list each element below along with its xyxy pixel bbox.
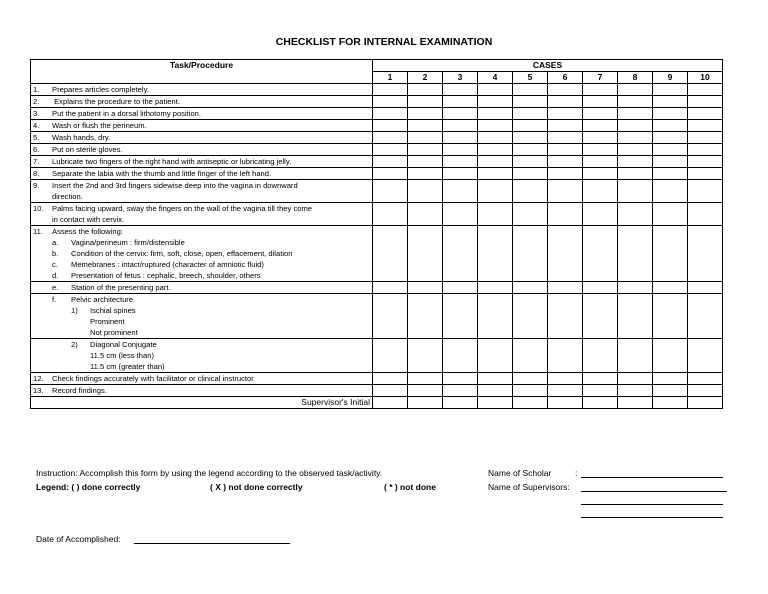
sub-text: Station of the presenting part. bbox=[71, 283, 171, 292]
case-cell[interactable] bbox=[513, 397, 548, 409]
case-cell[interactable] bbox=[548, 294, 583, 339]
table-row bbox=[31, 96, 723, 108]
case-cell[interactable] bbox=[688, 282, 723, 294]
case-cell[interactable] bbox=[688, 156, 723, 168]
case-cell[interactable] bbox=[688, 144, 723, 156]
case-number: 1 bbox=[373, 72, 408, 84]
case-cell[interactable] bbox=[513, 132, 548, 144]
supervisors-name-field-3[interactable] bbox=[581, 508, 723, 518]
case-cell[interactable] bbox=[478, 132, 513, 144]
task-cell bbox=[31, 282, 373, 294]
case-cell[interactable] bbox=[443, 132, 478, 144]
case-number: 7 bbox=[583, 72, 618, 84]
case-cell[interactable] bbox=[583, 132, 618, 144]
case-cell[interactable] bbox=[688, 373, 723, 385]
case-cell[interactable] bbox=[478, 84, 513, 96]
case-cell[interactable] bbox=[408, 373, 443, 385]
case-cell[interactable] bbox=[408, 339, 443, 373]
case-cell[interactable] bbox=[618, 339, 653, 373]
legend-done: Legend: ( ) done correctly bbox=[36, 482, 141, 492]
case-cell[interactable] bbox=[478, 339, 513, 373]
scholar-name-label: Name of Scholar bbox=[488, 468, 552, 478]
task-number: 4. bbox=[33, 121, 40, 130]
case-cell[interactable] bbox=[513, 282, 548, 294]
case-cell[interactable] bbox=[373, 397, 408, 409]
case-cell[interactable] bbox=[478, 96, 513, 108]
table-row bbox=[31, 226, 723, 282]
task-number: 6. bbox=[33, 145, 40, 154]
case-cell[interactable] bbox=[408, 144, 443, 156]
case-cell[interactable] bbox=[618, 120, 653, 132]
task-text: Wash or flush the perineum. bbox=[52, 121, 147, 130]
case-cell[interactable] bbox=[443, 168, 478, 180]
case-cell[interactable] bbox=[373, 120, 408, 132]
case-cell[interactable] bbox=[583, 180, 618, 203]
task-cell bbox=[31, 203, 373, 226]
case-cell[interactable] bbox=[478, 373, 513, 385]
case-cell[interactable] bbox=[478, 282, 513, 294]
case-cell[interactable] bbox=[653, 84, 688, 96]
task-cell bbox=[31, 120, 373, 132]
case-number: 10 bbox=[688, 72, 723, 84]
table-row bbox=[31, 156, 723, 168]
case-cell[interactable] bbox=[688, 96, 723, 108]
table-row bbox=[31, 132, 723, 144]
table-row bbox=[31, 373, 723, 385]
case-cell[interactable] bbox=[548, 120, 583, 132]
case-cell[interactable] bbox=[478, 156, 513, 168]
case-cell[interactable] bbox=[548, 385, 583, 397]
table-row bbox=[31, 282, 723, 294]
task-text: Put the patient in a dorsal lithotomy position. bbox=[52, 109, 202, 118]
case-number: 2 bbox=[408, 72, 443, 84]
case-cell[interactable] bbox=[408, 397, 443, 409]
case-cell[interactable] bbox=[513, 226, 548, 282]
case-cell[interactable] bbox=[653, 168, 688, 180]
case-cell[interactable] bbox=[618, 385, 653, 397]
case-cell[interactable] bbox=[548, 226, 583, 282]
sub-letter: c. bbox=[52, 260, 58, 269]
checklist-body bbox=[31, 84, 723, 409]
task-cell bbox=[31, 96, 373, 108]
case-cell[interactable] bbox=[618, 132, 653, 144]
case-cell[interactable] bbox=[478, 168, 513, 180]
case-cell[interactable] bbox=[373, 294, 408, 339]
task-cell bbox=[31, 108, 373, 120]
case-cell[interactable] bbox=[513, 203, 548, 226]
case-cell[interactable] bbox=[513, 84, 548, 96]
sub-number: 1) bbox=[71, 306, 78, 315]
sub-letter: f. bbox=[52, 295, 57, 304]
case-cell[interactable] bbox=[443, 339, 478, 373]
case-number: 9 bbox=[653, 72, 688, 84]
case-cell[interactable] bbox=[513, 168, 548, 180]
table-row bbox=[31, 144, 723, 156]
case-cell[interactable] bbox=[513, 156, 548, 168]
case-cell[interactable] bbox=[548, 180, 583, 203]
case-cell[interactable] bbox=[653, 294, 688, 339]
case-cell[interactable] bbox=[373, 84, 408, 96]
case-cell[interactable] bbox=[478, 144, 513, 156]
case-cell[interactable] bbox=[548, 168, 583, 180]
option-text: 11.5 cm (less than) bbox=[90, 351, 155, 360]
table-row bbox=[31, 108, 723, 120]
table-row bbox=[31, 120, 723, 132]
task-number: 7. bbox=[33, 157, 40, 166]
task-text: Separate the labia with the thumb and little finger of the left hand. bbox=[52, 169, 272, 178]
case-cell[interactable] bbox=[583, 203, 618, 226]
case-cell[interactable] bbox=[373, 203, 408, 226]
case-cell[interactable] bbox=[688, 84, 723, 96]
table-row bbox=[31, 84, 723, 96]
case-cell[interactable] bbox=[618, 108, 653, 120]
case-cell[interactable] bbox=[478, 385, 513, 397]
cases-header: CASES bbox=[373, 60, 723, 72]
date-accomplished-label: Date of Accomplished: bbox=[36, 534, 121, 544]
case-cell[interactable] bbox=[513, 385, 548, 397]
task-cell bbox=[31, 226, 373, 282]
case-cell[interactable] bbox=[513, 108, 548, 120]
case-cell[interactable] bbox=[373, 96, 408, 108]
supervisors-name-field-1[interactable] bbox=[581, 482, 727, 492]
case-cell[interactable] bbox=[688, 120, 723, 132]
case-cell[interactable] bbox=[373, 156, 408, 168]
task-cell bbox=[31, 84, 373, 96]
case-cell[interactable] bbox=[373, 373, 408, 385]
case-cell[interactable] bbox=[548, 84, 583, 96]
task-number: 9. bbox=[33, 181, 40, 190]
sub-letter: a. bbox=[52, 238, 59, 247]
date-accomplished-field[interactable] bbox=[134, 534, 290, 544]
case-cell[interactable] bbox=[373, 180, 408, 203]
task-cell bbox=[31, 385, 373, 397]
case-cell[interactable] bbox=[478, 397, 513, 409]
case-cell[interactable] bbox=[618, 373, 653, 385]
case-cell[interactable] bbox=[408, 96, 443, 108]
case-cell[interactable] bbox=[408, 108, 443, 120]
task-header: Task/Procedure bbox=[31, 60, 373, 84]
case-cell[interactable] bbox=[548, 339, 583, 373]
case-cell[interactable] bbox=[408, 203, 443, 226]
case-cell[interactable] bbox=[408, 282, 443, 294]
case-cell[interactable] bbox=[653, 120, 688, 132]
case-cell[interactable] bbox=[478, 108, 513, 120]
sub-text: Condition of the cervix: firm, soft, close, open, effacement, dilation bbox=[71, 249, 293, 258]
task-number: 13. bbox=[33, 386, 44, 395]
task-cell bbox=[31, 144, 373, 156]
case-cell[interactable] bbox=[653, 339, 688, 373]
case-cell[interactable] bbox=[688, 180, 723, 203]
task-number: 11. bbox=[33, 227, 43, 236]
case-cell[interactable] bbox=[583, 339, 618, 373]
case-cell[interactable] bbox=[443, 385, 478, 397]
case-cell[interactable] bbox=[583, 144, 618, 156]
case-cell[interactable] bbox=[443, 294, 478, 339]
table-row bbox=[31, 203, 723, 226]
case-cell[interactable] bbox=[478, 226, 513, 282]
task-text: direction. bbox=[52, 192, 83, 201]
scholar-name-colon: : bbox=[575, 468, 578, 478]
case-cell[interactable] bbox=[618, 282, 653, 294]
case-cell[interactable] bbox=[618, 180, 653, 203]
instruction-text: Instruction: Accomplish this form by using the legend according to the observed task/activity. bbox=[36, 468, 383, 478]
case-cell[interactable] bbox=[583, 108, 618, 120]
task-cell bbox=[31, 156, 373, 168]
case-cell[interactable] bbox=[548, 108, 583, 120]
sub-text: Diagonal Conjugate bbox=[90, 340, 157, 349]
case-cell[interactable] bbox=[688, 385, 723, 397]
task-cell bbox=[31, 180, 373, 203]
case-cell[interactable] bbox=[443, 282, 478, 294]
case-cell[interactable] bbox=[443, 397, 478, 409]
case-cell[interactable] bbox=[443, 226, 478, 282]
case-cell[interactable] bbox=[373, 144, 408, 156]
case-cell[interactable] bbox=[653, 226, 688, 282]
case-cell[interactable] bbox=[618, 144, 653, 156]
task-number: 10. bbox=[33, 204, 44, 213]
case-cell[interactable] bbox=[583, 282, 618, 294]
option-text: Prominent bbox=[90, 317, 125, 326]
case-number: 4 bbox=[478, 72, 513, 84]
task-text: Put on sterile gloves. bbox=[52, 145, 123, 154]
option-text: 11.5 cm (greater than) bbox=[90, 362, 165, 371]
task-number: 2. bbox=[33, 97, 40, 106]
case-cell[interactable] bbox=[408, 120, 443, 132]
case-cell[interactable] bbox=[408, 168, 443, 180]
sub-letter: b. bbox=[52, 249, 59, 258]
case-cell[interactable] bbox=[373, 282, 408, 294]
case-cell[interactable] bbox=[548, 373, 583, 385]
case-cell[interactable] bbox=[373, 108, 408, 120]
task-text: Record findings. bbox=[52, 386, 107, 395]
case-cell[interactable] bbox=[443, 108, 478, 120]
case-cell[interactable] bbox=[513, 144, 548, 156]
case-cell[interactable] bbox=[548, 132, 583, 144]
option-text: Not prominent bbox=[90, 328, 138, 337]
task-text: Prepares articles completely. bbox=[52, 85, 149, 94]
case-cell[interactable] bbox=[688, 168, 723, 180]
case-cell[interactable] bbox=[583, 385, 618, 397]
sub-letter: e. bbox=[52, 283, 59, 292]
case-cell[interactable] bbox=[513, 96, 548, 108]
task-cell bbox=[31, 373, 373, 385]
case-cell[interactable] bbox=[583, 168, 618, 180]
sub-text: Pelvic architecture bbox=[71, 295, 134, 304]
case-cell[interactable] bbox=[688, 294, 723, 339]
task-cell bbox=[31, 339, 373, 373]
case-cell[interactable] bbox=[583, 226, 618, 282]
task-cell bbox=[31, 294, 373, 339]
task-text: Lubricate two fingers of the right hand with antiseptic or lubricating jelly. bbox=[52, 157, 292, 166]
case-cell[interactable] bbox=[583, 373, 618, 385]
sub-text: Ischial spines bbox=[90, 306, 136, 315]
task-number: 5. bbox=[33, 133, 40, 142]
case-cell[interactable] bbox=[618, 294, 653, 339]
supervisor-initial-label: Supervisor's Initial bbox=[31, 397, 373, 409]
case-cell[interactable] bbox=[443, 84, 478, 96]
case-cell[interactable] bbox=[618, 226, 653, 282]
case-cell[interactable] bbox=[618, 397, 653, 409]
case-cell[interactable] bbox=[653, 397, 688, 409]
case-cell[interactable] bbox=[688, 397, 723, 409]
case-cell[interactable] bbox=[548, 144, 583, 156]
task-cell bbox=[31, 132, 373, 144]
case-number: 6 bbox=[548, 72, 583, 84]
case-number: 3 bbox=[443, 72, 478, 84]
case-cell[interactable] bbox=[443, 156, 478, 168]
case-cell[interactable] bbox=[408, 132, 443, 144]
checklist-table bbox=[30, 59, 723, 409]
case-cell[interactable] bbox=[653, 108, 688, 120]
case-cell[interactable] bbox=[688, 132, 723, 144]
case-cell[interactable] bbox=[548, 282, 583, 294]
case-cell[interactable] bbox=[513, 373, 548, 385]
case-cell[interactable] bbox=[513, 294, 548, 339]
case-cell[interactable] bbox=[583, 96, 618, 108]
case-cell[interactable] bbox=[408, 226, 443, 282]
task-text: Check findings accurately with facilitator or clinical instructor bbox=[52, 374, 254, 383]
case-cell[interactable] bbox=[618, 168, 653, 180]
supervisors-name-field-2[interactable] bbox=[581, 495, 723, 505]
task-number: 8. bbox=[33, 169, 40, 178]
case-cell[interactable] bbox=[653, 282, 688, 294]
case-cell[interactable] bbox=[443, 203, 478, 226]
case-cell[interactable] bbox=[548, 156, 583, 168]
case-cell[interactable] bbox=[408, 294, 443, 339]
case-cell[interactable] bbox=[583, 156, 618, 168]
table-row bbox=[31, 180, 723, 203]
case-cell[interactable] bbox=[408, 385, 443, 397]
case-cell[interactable] bbox=[373, 226, 408, 282]
case-cell[interactable] bbox=[688, 226, 723, 282]
case-cell[interactable] bbox=[408, 180, 443, 203]
task-number: 12. bbox=[33, 374, 44, 383]
case-cell[interactable] bbox=[618, 84, 653, 96]
scholar-name-field[interactable] bbox=[581, 468, 723, 478]
case-cell[interactable] bbox=[618, 203, 653, 226]
case-cell[interactable] bbox=[373, 385, 408, 397]
case-cell[interactable] bbox=[583, 120, 618, 132]
task-text: Wash hands, dry. bbox=[52, 133, 111, 142]
task-number: 3. bbox=[33, 109, 40, 118]
table-row bbox=[31, 339, 723, 373]
table-row bbox=[31, 168, 723, 180]
task-text: in contact with cervix. bbox=[52, 215, 125, 224]
case-cell[interactable] bbox=[653, 385, 688, 397]
case-cell[interactable] bbox=[618, 156, 653, 168]
table-row bbox=[31, 294, 723, 339]
task-text: Assess the following: bbox=[52, 227, 123, 236]
case-cell[interactable] bbox=[548, 96, 583, 108]
case-cell[interactable] bbox=[653, 203, 688, 226]
task-number: 1. bbox=[33, 85, 40, 94]
legend-not-done-correctly: ( X ) not done correctly bbox=[210, 482, 303, 492]
case-cell[interactable] bbox=[653, 132, 688, 144]
case-cell[interactable] bbox=[653, 156, 688, 168]
sub-letter: d. bbox=[52, 271, 59, 280]
case-cell[interactable] bbox=[443, 144, 478, 156]
case-cell[interactable] bbox=[443, 180, 478, 203]
case-cell[interactable] bbox=[443, 120, 478, 132]
legend-not-done: ( * ) not done bbox=[384, 482, 436, 492]
case-cell[interactable] bbox=[443, 373, 478, 385]
case-cell[interactable] bbox=[653, 373, 688, 385]
sub-text: Vagina/perineum : firm/distensible bbox=[71, 238, 185, 247]
case-cell[interactable] bbox=[653, 96, 688, 108]
sub-text: Presentation of fetus : cephalic, breech, shoulder, others bbox=[71, 271, 261, 280]
case-cell[interactable] bbox=[583, 294, 618, 339]
case-cell[interactable] bbox=[373, 168, 408, 180]
case-cell[interactable] bbox=[513, 120, 548, 132]
case-cell[interactable] bbox=[653, 144, 688, 156]
case-cell[interactable] bbox=[688, 203, 723, 226]
supervisor-initial-row bbox=[31, 397, 723, 409]
case-cell[interactable] bbox=[583, 84, 618, 96]
task-text: Explains the procedure to the patient. bbox=[52, 97, 180, 106]
case-cell[interactable] bbox=[408, 84, 443, 96]
case-cell[interactable] bbox=[478, 120, 513, 132]
case-cell[interactable] bbox=[513, 180, 548, 203]
case-cell[interactable] bbox=[478, 294, 513, 339]
case-cell[interactable] bbox=[443, 96, 478, 108]
case-cell[interactable] bbox=[478, 180, 513, 203]
case-number: 5 bbox=[513, 72, 548, 84]
sub-text: Memebranes : intact/ruptured (character of amniotic fluid) bbox=[71, 260, 264, 269]
case-cell[interactable] bbox=[688, 108, 723, 120]
case-cell[interactable] bbox=[618, 96, 653, 108]
supervisors-name-label: Name of Supervisors: bbox=[488, 482, 570, 492]
task-text: Insert the 2nd and 3rd fingers sidewise deep into the vagina in downward bbox=[52, 181, 298, 190]
case-cell[interactable] bbox=[513, 339, 548, 373]
task-text: Palms facing upward, sway the fingers on the wall of the vagina till they come bbox=[52, 204, 313, 213]
task-cell bbox=[31, 168, 373, 180]
page-title: CHECKLIST FOR INTERNAL EXAMINATION bbox=[275, 36, 493, 48]
case-cell[interactable] bbox=[688, 339, 723, 373]
case-cell[interactable] bbox=[548, 397, 583, 409]
case-cell[interactable] bbox=[653, 180, 688, 203]
case-number: 8 bbox=[618, 72, 653, 84]
case-cell[interactable] bbox=[583, 397, 618, 409]
table-row bbox=[31, 385, 723, 397]
case-cell[interactable] bbox=[478, 203, 513, 226]
case-cell[interactable] bbox=[408, 156, 443, 168]
case-cell[interactable] bbox=[373, 132, 408, 144]
case-cell[interactable] bbox=[373, 339, 408, 373]
case-cell[interactable] bbox=[548, 203, 583, 226]
sub-number: 2) bbox=[71, 340, 78, 349]
